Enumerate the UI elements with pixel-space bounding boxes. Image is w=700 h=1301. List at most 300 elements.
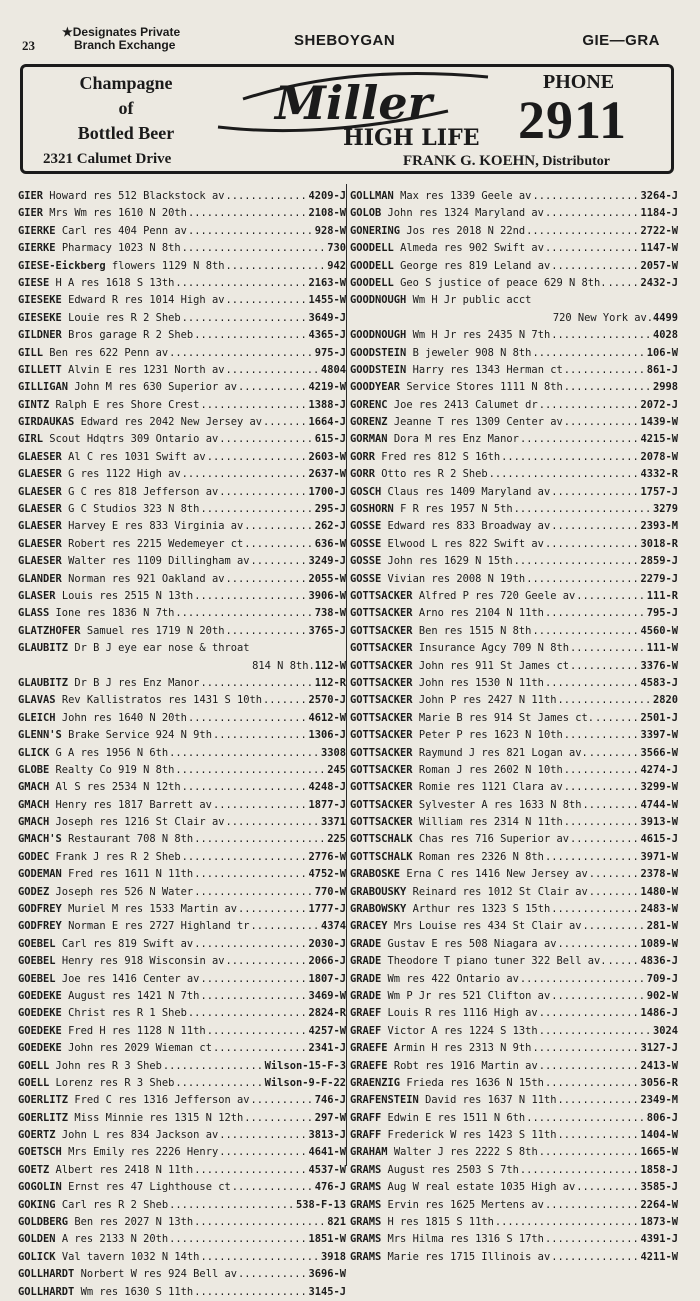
listing-detail: Ben res 1515 N 8th (418, 624, 532, 637)
listing-surname: GOETSCH (18, 1146, 62, 1159)
listing-row (18, 449, 346, 466)
leader-dots (589, 866, 640, 883)
listing-detail: John L res 834 Jackson av (61, 1129, 219, 1142)
listing-detail: Albert res 2418 N 11th (55, 1163, 194, 1176)
listing-detail: flowers 1129 N 8th (111, 259, 225, 272)
leader-dots (595, 710, 639, 727)
leader-dots (200, 1249, 320, 1266)
listing-detail: John res R 3 Sheb (55, 1059, 162, 1072)
listing-phone: 1851-W (308, 1233, 346, 1246)
listing-surname: GOLICK (18, 1250, 56, 1263)
listing-detail: Almeda res 902 Swift av (400, 242, 544, 255)
listing-phone: 112-R (314, 676, 346, 689)
listing-phone: 4804 (320, 363, 346, 376)
listing-detail: Carl res R 2 Sheb (61, 1198, 169, 1211)
ad-address: 2321 Calumet Drive (43, 151, 172, 167)
listing-surname: GLAESER (18, 450, 62, 463)
listing-surname: GOTTSCHALK (350, 850, 413, 863)
ad-distributor (403, 153, 610, 170)
listing-surname: GINTZ (18, 398, 50, 411)
listing-row (350, 918, 678, 935)
listing-detail: Ervin res 1625 Mertens av (387, 1198, 544, 1211)
listing-surname: GRAEF (350, 1024, 382, 1037)
listing-phone: 2163-W (308, 276, 346, 289)
listing-phone: 1757-J (640, 485, 678, 498)
listing-row (18, 918, 346, 935)
listing-detail: Arthur res 1323 S 15th (412, 903, 551, 916)
listing-phone: 3971-W (640, 850, 678, 863)
leader-dots (526, 1110, 646, 1127)
listing-surname: GLICK (18, 746, 50, 759)
listing-row (350, 762, 678, 779)
listing-surname: GRADE (350, 972, 382, 985)
listing-phone: 262-J (314, 520, 346, 533)
listing-row (350, 466, 678, 483)
listing-phone: 1388-J (308, 398, 346, 411)
leader-dots (576, 1179, 639, 1196)
listing-surname: GOKING (18, 1198, 56, 1211)
leader-dots (501, 449, 639, 466)
listing-detail: F R res 1957 N 5th (400, 503, 513, 516)
listing-phone: 2341-J (308, 1042, 346, 1055)
leader-dots (564, 362, 646, 379)
leader-dots (545, 205, 640, 222)
listing-row (350, 797, 678, 814)
listing-detail: Ione res 1836 N 7th (55, 607, 175, 620)
listing-detail: Frieda res 1636 N 15th (406, 1076, 544, 1089)
name-range-heading: GIE—GRA (582, 32, 660, 49)
leader-dots (188, 710, 308, 727)
listing-surname: GOETZ (18, 1163, 50, 1176)
leader-dots (532, 1040, 639, 1057)
listing-surname: GOEDEKE (18, 1024, 62, 1037)
listing-surname: GOODSTEIN (350, 363, 407, 376)
right-column (350, 188, 678, 1266)
leader-dots (582, 918, 645, 935)
listing-detail: Samuel res 1719 N 20th (86, 624, 225, 637)
leader-dots (564, 727, 640, 744)
listing-phone: 2432-J (640, 276, 678, 289)
ad-phone-number: 2911 (518, 90, 628, 150)
leader-dots (589, 745, 640, 762)
leader-dots (564, 762, 640, 779)
listing-phone: 1486-J (640, 1007, 678, 1020)
listing-detail: Frederick W res 1423 S 11th (387, 1129, 557, 1142)
listing-detail: August res 1421 N 7th (68, 989, 200, 1002)
leader-dots (551, 518, 639, 535)
listing-surname: GLAVAS (18, 694, 56, 707)
listing-surname: GRAMS (350, 1216, 382, 1229)
listing-row (18, 936, 346, 953)
listing-surname: GOODELL (350, 276, 394, 289)
leader-dots (570, 640, 646, 657)
listing-continuation-text: 814 N 8th. (252, 659, 315, 672)
listing-surname: GORMAN (350, 433, 388, 446)
listing-surname: GOSHORN (350, 503, 394, 516)
logo-sub-text: HIGH LIFE (343, 125, 480, 149)
listing-row (350, 1231, 678, 1248)
listing-surname: GOLOB (350, 207, 382, 220)
listing-surname: GIER (18, 190, 44, 202)
leader-dots (213, 1040, 308, 1057)
listing-detail: Arno res 2104 N 11th (418, 607, 544, 620)
leader-dots (551, 1249, 639, 1266)
listing-detail: John M res 630 Superior av (74, 381, 237, 394)
listing-surname: GRAMS (350, 1250, 382, 1263)
listing-row (350, 675, 678, 692)
listing-surname: GRAFENSTEIN (350, 1094, 419, 1107)
listing-detail: G C res 818 Jefferson av (68, 485, 219, 498)
listing-detail: Norman res 921 Oakland av (68, 572, 225, 585)
listing-row (350, 501, 678, 518)
leader-dots (250, 918, 319, 935)
leader-dots (539, 1144, 640, 1161)
listing-phone: 2055-W (308, 572, 346, 585)
listing-surname: GOSCH (350, 485, 382, 498)
listing-detail: Muriel M res 1533 Martin av (68, 903, 237, 916)
listing-detail: Marie res 1715 Illinois av (387, 1250, 551, 1263)
listing-detail: Howard res 512 Blackstock av (49, 190, 225, 202)
listing-row (18, 292, 346, 309)
listing-phone: 4365-J (308, 329, 346, 342)
listing-phone: 3913-W (640, 816, 678, 829)
listing-row (18, 1092, 346, 1109)
leader-dots (207, 449, 308, 466)
listing-surname: GOTTSACKER (350, 816, 413, 829)
leader-dots (182, 779, 308, 796)
listing-row (350, 1144, 678, 1161)
listing-continuation-text: 720 New York av. (552, 311, 653, 324)
listing-surname: GILL (18, 346, 44, 359)
listing-row (350, 1162, 678, 1179)
listing-phone: 3056-R (640, 1076, 678, 1089)
listing-row (350, 884, 678, 901)
listing-surname: GOLLHARDT (18, 1285, 75, 1298)
listing-row (350, 866, 678, 883)
leader-dots (539, 1023, 652, 1040)
leader-dots (263, 414, 307, 431)
listing-phone: 1404-W (640, 1129, 678, 1142)
ad-distributor-title: Distributor (542, 154, 611, 169)
listing-detail: B jeweler 908 N 8th (412, 346, 532, 359)
listing-row (18, 1127, 346, 1144)
listing-detail: Claus res 1409 Maryland av (387, 485, 551, 498)
listing-surname: GOSSE (350, 537, 382, 550)
listing-phone: 2072-J (640, 398, 678, 411)
leader-dots (225, 623, 307, 640)
listing-phone: 2393-M (640, 520, 678, 533)
listing-phone: 4374 (320, 920, 346, 933)
listing-row (18, 275, 346, 292)
listing-surname: GONERING (350, 224, 401, 237)
listing-detail: Service Stores 1111 N 8th (406, 381, 563, 394)
listing-surname: GOEBEL (18, 937, 56, 950)
pbx-note-line2: Branch Exchange (74, 38, 176, 52)
listing-surname: GILLETT (18, 363, 62, 376)
listing-surname: GMACH (18, 816, 50, 829)
listing-detail: David res 1637 N 11th (425, 1094, 557, 1107)
listing-surname: GOTTSCHALK (350, 833, 413, 846)
listing-surname: GORENC (350, 398, 388, 411)
listing-surname: GMACH (18, 781, 50, 794)
listing-surname: GRAFF (350, 1111, 382, 1124)
leader-dots (244, 518, 313, 535)
listing-phone: 3279 (652, 503, 678, 516)
listing-surname: GOTTSACKER (350, 694, 413, 707)
listing-phone: 4257-W (308, 1024, 346, 1037)
ad-tagline-line3: Bottled Beer (77, 123, 175, 143)
leader-dots (182, 466, 308, 483)
listing-detail: Edward R res 1014 High av (68, 294, 225, 307)
listing-phone: 3299-W (640, 781, 678, 794)
leader-dots (175, 762, 326, 779)
listing-phone: 3469-W (308, 989, 346, 1002)
listing-row (18, 866, 346, 883)
listing-phone: 281-W (646, 920, 678, 933)
listing-detail: H res 1815 S 11th (387, 1216, 494, 1229)
listing-row (350, 275, 678, 292)
listing-row (18, 1214, 346, 1231)
leader-dots (219, 1144, 307, 1161)
listing-phone: 4583-J (640, 676, 678, 689)
listing-phone: 2501-J (640, 711, 678, 724)
listing-row (350, 258, 678, 275)
listing-phone: 1665-W (640, 1146, 678, 1159)
leader-dots (564, 814, 640, 831)
listing-phone: 636-W (314, 537, 346, 550)
listing-row (18, 640, 346, 657)
listing-detail: Aug W real estate 1035 High av (387, 1181, 576, 1194)
listing-phone: 1777-J (308, 903, 346, 916)
listing-row (18, 1023, 346, 1040)
listing-phone: 975-J (314, 346, 346, 359)
listing-row (18, 240, 346, 257)
listing-phone: 1147-W (640, 242, 678, 255)
listing-row (18, 1162, 346, 1179)
listing-surname: GRADE (350, 955, 382, 968)
leader-dots (551, 901, 639, 918)
listing-surname: GIESE-Eickberg (18, 259, 106, 272)
listing-row (18, 1110, 346, 1127)
listing-row (350, 1110, 678, 1127)
listing-row (350, 292, 678, 309)
listing-surname: GODFREY (18, 920, 62, 933)
listing-row (18, 571, 346, 588)
leader-dots (526, 571, 639, 588)
listing-surname: GRABOUSKY (350, 885, 407, 898)
ad-tagline-line1: Champagne (79, 73, 173, 93)
listing-surname: GMACH'S (18, 833, 62, 846)
leader-dots (551, 327, 652, 344)
listing-detail: Carl res 819 Swift av (61, 937, 194, 950)
listing-surname: GRABOSKE (350, 868, 401, 881)
listing-row (18, 414, 346, 431)
listing-row (18, 710, 346, 727)
leader-dots (520, 971, 646, 988)
listing-phone: 1306-J (308, 729, 346, 742)
listing-row (18, 953, 346, 970)
listing-surname: GIERKE (18, 242, 56, 255)
listing-row (18, 901, 346, 918)
listing-detail: Elwood L res 822 Swift av (387, 537, 544, 550)
listing-phone: 245 (327, 763, 346, 776)
listing-phone: 111-W (646, 642, 678, 655)
miller-logo (203, 69, 503, 149)
listing-phone: 2483-W (640, 903, 678, 916)
listing-phone: 3397-W (640, 729, 678, 742)
listing-surname: GOTTSACKER (350, 642, 413, 655)
listing-detail: Rev Kallistratos res 1431 S 10th (61, 694, 262, 707)
listing-surname: GOERLITZ (18, 1111, 69, 1124)
listing-surname: GOLLHARDT (18, 1268, 75, 1281)
listing-detail: Theodore T piano tuner 322 Bell av. (387, 955, 607, 968)
listing-surname: GRAMS (350, 1181, 382, 1194)
leader-dots (589, 884, 640, 901)
listing-row (18, 258, 346, 275)
listing-detail: Scout Hdqtrs 309 Ontario av (49, 433, 219, 446)
leader-dots (545, 849, 640, 866)
listing-detail: Louie res R 2 Sheb (68, 311, 181, 324)
listing-phone: 2057-W (640, 259, 678, 272)
listing-phone: 861-J (646, 363, 678, 376)
listing-phone: 2776-W (308, 850, 346, 863)
listing-phone: 2998 (652, 381, 678, 394)
leader-dots (188, 1005, 308, 1022)
listing-row (350, 571, 678, 588)
leader-dots (200, 675, 313, 692)
listing-detail: Geo S justice of peace 629 N 8th. (400, 276, 607, 289)
listing-phone: 4274-J (640, 763, 678, 776)
listing-phone: 1455-W (308, 294, 346, 307)
listing-surname: GOELL (18, 1059, 50, 1072)
listing-row (350, 397, 678, 414)
listing-surname: GRAMS (350, 1198, 382, 1211)
listing-detail: Harry res 1343 Herman ct (412, 363, 563, 376)
listing-row (350, 1023, 678, 1040)
listing-continuation (350, 310, 678, 327)
listing-phone: 3566-W (640, 746, 678, 759)
leader-dots (564, 379, 652, 396)
listing-row (18, 397, 346, 414)
directory-listings (18, 188, 682, 1298)
listing-row (18, 1179, 346, 1196)
listing-row (350, 362, 678, 379)
listing-phone: 2108-W (308, 207, 346, 220)
leader-dots (225, 188, 307, 205)
listing-detail: H A res 1618 S 13th (55, 276, 175, 289)
listing-surname: GOTTSACKER (350, 676, 413, 689)
leader-dots (250, 553, 307, 570)
leader-dots (163, 1058, 264, 1075)
listing-surname: GOTTSACKER (350, 729, 413, 742)
leader-dots (545, 1231, 640, 1248)
listing-phone: 928-W (314, 224, 346, 237)
listing-phone: 4211-W (640, 1250, 678, 1263)
listing-detail: Fred res 1611 N 11th (68, 868, 194, 881)
leader-dots (194, 327, 307, 344)
listing-phone: Wilson-15-F-3 (264, 1059, 346, 1072)
listing-surname: GOSSE (350, 520, 382, 533)
listing-phone: 4836-J (640, 955, 678, 968)
leader-dots (570, 831, 639, 848)
listing-detail: Joseph res 526 N Water (55, 885, 194, 898)
listing-phone: 795-J (646, 607, 678, 620)
listing-surname: GOGOLIN (18, 1181, 62, 1194)
leader-dots (219, 1127, 307, 1144)
listing-phone: 112-W (314, 659, 346, 672)
leader-dots (608, 275, 640, 292)
listing-row (18, 1005, 346, 1022)
listing-row (350, 536, 678, 553)
listing-surname: GLAUBITZ (18, 676, 69, 689)
listing-surname: GIESE (18, 276, 50, 289)
listing-row (350, 553, 678, 570)
listing-detail: G res 1122 High av (68, 468, 181, 481)
listing-phone: 738-W (314, 607, 346, 620)
listing-phone: 2378-W (640, 868, 678, 881)
listing-surname: GORENZ (350, 416, 388, 429)
listing-row (18, 223, 346, 240)
listing-detail: William res 2314 N 11th (418, 816, 563, 829)
listing-phone: 2570-J (308, 694, 346, 707)
leader-dots (557, 936, 639, 953)
listing-surname: GRAFF (350, 1129, 382, 1142)
listing-detail: John res 2029 Wieman ct (68, 1042, 212, 1055)
listing-detail: John res 1629 N 15th (387, 555, 513, 568)
listing-phone: 806-J (646, 1111, 678, 1124)
listing-row (18, 1231, 346, 1248)
listing-detail: Wm res 422 Ontario av (387, 972, 519, 985)
leader-dots (238, 379, 307, 396)
leader-dots (225, 571, 307, 588)
listing-surname: GOTTSACKER (350, 659, 413, 672)
ad-tagline (51, 71, 201, 146)
listing-detail: Henry res 918 Wisconsin av (61, 955, 225, 968)
listing-detail: Wm P Jr res 521 Clifton av (387, 989, 551, 1002)
listing-surname: GLANDER (18, 572, 62, 585)
listing-detail: G A res 1956 N 6th (55, 746, 169, 759)
leader-dots (576, 588, 645, 605)
listing-phone: 3918 (320, 1250, 346, 1263)
listing-row (18, 188, 346, 205)
listing-row (350, 588, 678, 605)
listing-detail: Joseph res 1216 St Clair av (55, 816, 225, 829)
listing-phone: 4219-W (308, 381, 346, 394)
listing-phone: 2603-W (308, 450, 346, 463)
listing-detail: Realty Co 919 N 8th (55, 763, 175, 776)
listing-surname: GIESEKE (18, 311, 62, 324)
listing-phone: 615-J (314, 433, 346, 446)
listing-detail: Robt res 1916 Martin av (393, 1059, 538, 1072)
listing-detail: Jos res 2018 N 22nd (406, 224, 526, 237)
listing-detail: John res 911 St James ct (418, 659, 569, 672)
listing-detail: G C Studios 323 N 8th (68, 503, 200, 516)
listing-surname: GILLIGAN (18, 381, 69, 394)
listing-surname: GOEDEKE (18, 1042, 62, 1055)
listing-phone: 4028 (652, 329, 678, 342)
listing-phone: 538-F-13 (295, 1198, 346, 1211)
listing-detail: Louis res 2515 N 13th (61, 589, 194, 602)
listing-row (18, 884, 346, 901)
leader-dots (244, 1110, 314, 1127)
leader-dots (169, 745, 320, 762)
pbx-note (62, 26, 180, 52)
leader-dots (194, 884, 314, 901)
listing-row (18, 205, 346, 222)
listing-row (18, 501, 346, 518)
listing-surname: GLATZHOFER (18, 624, 81, 637)
listing-detail: Insurance Agcy 709 N 8th (418, 642, 569, 655)
